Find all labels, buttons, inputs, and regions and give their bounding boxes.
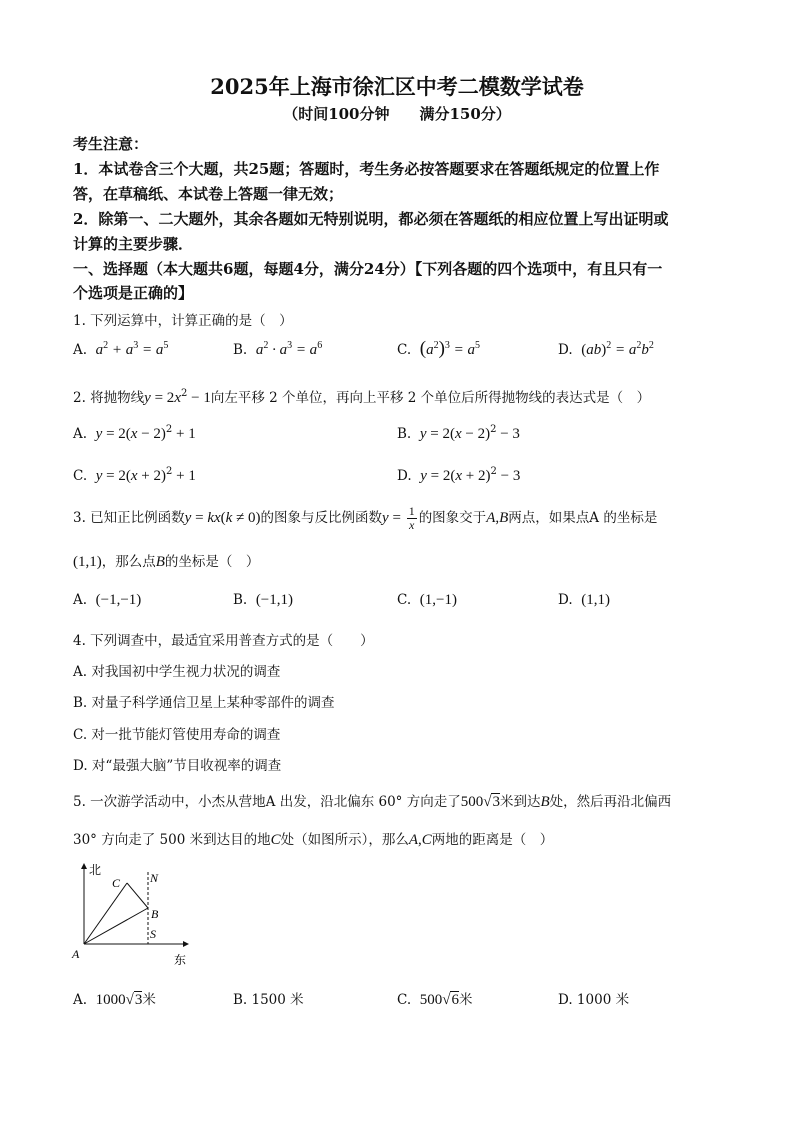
q4-stem: 4. 下列调查中，最适宜采用普查方式的是（ ） [73, 633, 374, 649]
q5-figure [66, 858, 196, 968]
q3-option-d: D. (1,1) [558, 592, 610, 608]
notice-item2-line1: 2．除第一、二大题外，其余各题如无特别说明，都必须在答题纸的相应位置上写出证明或 [73, 210, 669, 228]
north-label: 北 [89, 863, 102, 877]
section1-heading-line1: 一、选择题（本大题共6题，每题4分，满分24分）【下列各题的四个选项中，有且只有一 [73, 260, 663, 278]
q1-option-d: D. $(ab)^2 = a^2b^2$ [558, 340, 654, 358]
notice-item2-line2: 计算的主要步骤． [73, 235, 194, 253]
q4-option-b: B. 对量子科学通信卫星上某种零部件的调查 [73, 695, 335, 711]
page-title: 2025年上海市徐汇区中考二模数学试卷 [210, 74, 584, 99]
point-c-label: C [112, 876, 121, 890]
q5-option-a: A. 1000√3米 [73, 992, 156, 1008]
q1-option-b: B. $a^2 \cdot a^3 = a^6$ [233, 340, 323, 358]
q4-option-c: C. 对一批节能灯管使用寿命的调查 [73, 727, 281, 743]
point-a-label: A [72, 947, 80, 961]
q5-stem-line2: 30° 方向走了 500 米到达目的地C处（如图所示），那么A,C两地的距离是（ ） [73, 832, 554, 848]
point-s-label: S [150, 927, 156, 941]
q2-stem: 2. 将抛物线$y = 2x^2 - 1$向左平移 2 个单位，再向上平移 2 个单位后所得抛物线的表达式是（ ） [73, 388, 651, 406]
q3-option-b: B. (−1,1) [233, 592, 294, 608]
q3-option-a: A. (−1,−1) [73, 592, 142, 608]
q2-option-d: D. $y = 2(x + 2)^2 - 3$ [397, 466, 521, 484]
q3-stem-line2: (1,1)，那么点B的坐标是（ ） [73, 554, 260, 570]
notice-item1-line1: 1．本试卷含三个大题，共25题；答题时，考生务必按答题要求在答题纸规定的位置上作 [73, 160, 660, 178]
notice-item1-line2: 答，在草稿纸、本试卷上答题一律无效； [73, 185, 344, 203]
section1-heading-line2: 个选项是正确的】 [73, 284, 194, 302]
q2-option-b: B. $y = 2(x - 2)^2 - 3$ [397, 424, 520, 442]
q1-stem: 1. 下列运算中，计算正确的是（ ） [73, 313, 293, 329]
segment-ab [84, 908, 148, 944]
q2-option-c: C. $y = 2(x + 2)^2 + 1$ [73, 466, 196, 484]
q5-option-d: D. 1000 米 [558, 992, 630, 1008]
q4-option-a: A. 对我国初中学生视力状况的调查 [73, 664, 281, 680]
east-label: 东 [174, 953, 187, 967]
q3-stem-line1: 3. 已知正比例函数y = kx(k ≠ 0)的图象与反比例函数y = $\frac{1}{x}$ 的图象交于A,B两点，如果点A 的坐标是 [73, 504, 658, 532]
q5-option-b: B. 1500 米 [233, 992, 304, 1008]
q4-option-d: D. 对“最强大脑”节目收视率的调查 [73, 758, 282, 774]
notice-heading: 考生注意： [73, 135, 149, 153]
q5-option-c: C. 500√6米 [397, 992, 473, 1008]
page-subtitle: （时间100分钟 满分150分） [283, 105, 511, 123]
point-b-label: B [151, 907, 159, 921]
q5-stem-line1: 5. 一次游学活动中，小杰从营地A 出发，沿北偏东 60° 方向走了500√3米到达B处，然后再沿北偏西 [73, 794, 672, 810]
q3-option-c: C. (1,−1) [397, 592, 457, 608]
point-n-label: N [150, 871, 159, 885]
q1-option-c: C. $(a^2)^3 = a^5$ [397, 338, 481, 359]
q1-option-a: A. $a^2 + a^3 = a^5$ [73, 340, 169, 358]
segment-bc [127, 883, 148, 908]
segment-ac [84, 883, 127, 944]
q2-option-a: A. $y = 2(x - 2)^2 + 1$ [73, 424, 196, 442]
